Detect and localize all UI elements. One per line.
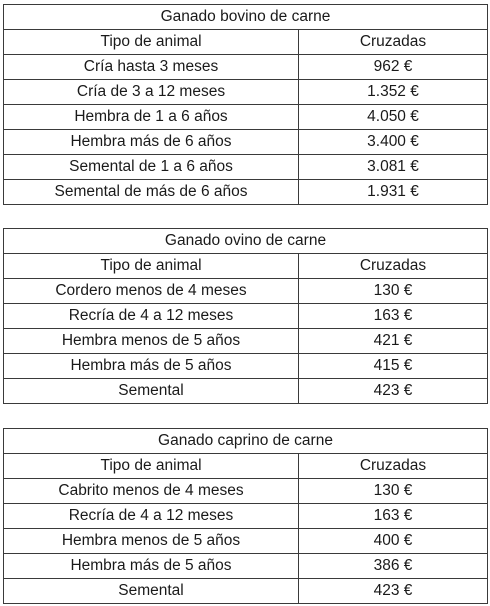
table-row <box>4 105 488 130</box>
table-header-row <box>4 30 488 55</box>
table-title: Ganado ovino de carne <box>4 229 488 254</box>
table-title: Ganado bovino de carne <box>4 5 488 30</box>
animal-type-cell: Hembra menos de 5 años <box>4 529 299 554</box>
table-caprino <box>3 428 488 604</box>
price-cell: 163 € <box>299 304 488 329</box>
table-row <box>4 379 488 404</box>
table-row <box>4 529 488 554</box>
table-title-row <box>4 5 488 30</box>
table-row <box>4 579 488 604</box>
table-title-row <box>4 229 488 254</box>
animal-type-cell: Hembra más de 5 años <box>4 354 299 379</box>
table-row <box>4 354 488 379</box>
column-header-cruzadas: Cruzadas <box>299 454 488 479</box>
animal-type-cell: Recría de 4 a 12 meses <box>4 504 299 529</box>
table-row <box>4 180 488 205</box>
column-header-tipo: Tipo de animal <box>4 254 299 279</box>
animal-type-cell: Hembra de 1 a 6 años <box>4 105 299 130</box>
column-header-cruzadas: Cruzadas <box>299 30 488 55</box>
price-cell: 163 € <box>299 504 488 529</box>
table-bovino <box>3 4 488 205</box>
animal-type-cell: Hembra más de 6 años <box>4 130 299 155</box>
price-cell: 962 € <box>299 55 488 80</box>
column-header-tipo: Tipo de animal <box>4 454 299 479</box>
price-cell: 1.352 € <box>299 80 488 105</box>
animal-type-cell: Hembra menos de 5 años <box>4 329 299 354</box>
price-cell: 3.400 € <box>299 130 488 155</box>
animal-type-cell: Semental de 1 a 6 años <box>4 155 299 180</box>
table-row <box>4 504 488 529</box>
table-ovino <box>3 228 488 404</box>
table-row <box>4 80 488 105</box>
animal-type-cell: Semental de más de 6 años <box>4 180 299 205</box>
table-row <box>4 130 488 155</box>
column-header-cruzadas: Cruzadas <box>299 254 488 279</box>
animal-type-cell: Semental <box>4 579 299 604</box>
price-cell: 421 € <box>299 329 488 354</box>
animal-type-cell: Semental <box>4 379 299 404</box>
price-cell: 415 € <box>299 354 488 379</box>
table-row <box>4 479 488 504</box>
animal-type-cell: Cría hasta 3 meses <box>4 55 299 80</box>
table-header-row <box>4 254 488 279</box>
table-title-row <box>4 429 488 454</box>
table-title: Ganado caprino de carne <box>4 429 488 454</box>
price-cell: 130 € <box>299 279 488 304</box>
table-row <box>4 155 488 180</box>
table-row <box>4 304 488 329</box>
price-cell: 400 € <box>299 529 488 554</box>
price-cell: 130 € <box>299 479 488 504</box>
animal-type-cell: Cabrito menos de 4 meses <box>4 479 299 504</box>
table-header-row <box>4 454 488 479</box>
price-cell: 3.081 € <box>299 155 488 180</box>
price-cell: 423 € <box>299 379 488 404</box>
price-cell: 4.050 € <box>299 105 488 130</box>
animal-type-cell: Cría de 3 a 12 meses <box>4 80 299 105</box>
animal-type-cell: Cordero menos de 4 meses <box>4 279 299 304</box>
price-cell: 386 € <box>299 554 488 579</box>
animal-type-cell: Hembra más de 5 años <box>4 554 299 579</box>
animal-type-cell: Recría de 4 a 12 meses <box>4 304 299 329</box>
column-header-tipo: Tipo de animal <box>4 30 299 55</box>
table-row <box>4 329 488 354</box>
table-row <box>4 55 488 80</box>
price-cell: 423 € <box>299 579 488 604</box>
price-cell: 1.931 € <box>299 180 488 205</box>
table-row <box>4 554 488 579</box>
table-row <box>4 279 488 304</box>
